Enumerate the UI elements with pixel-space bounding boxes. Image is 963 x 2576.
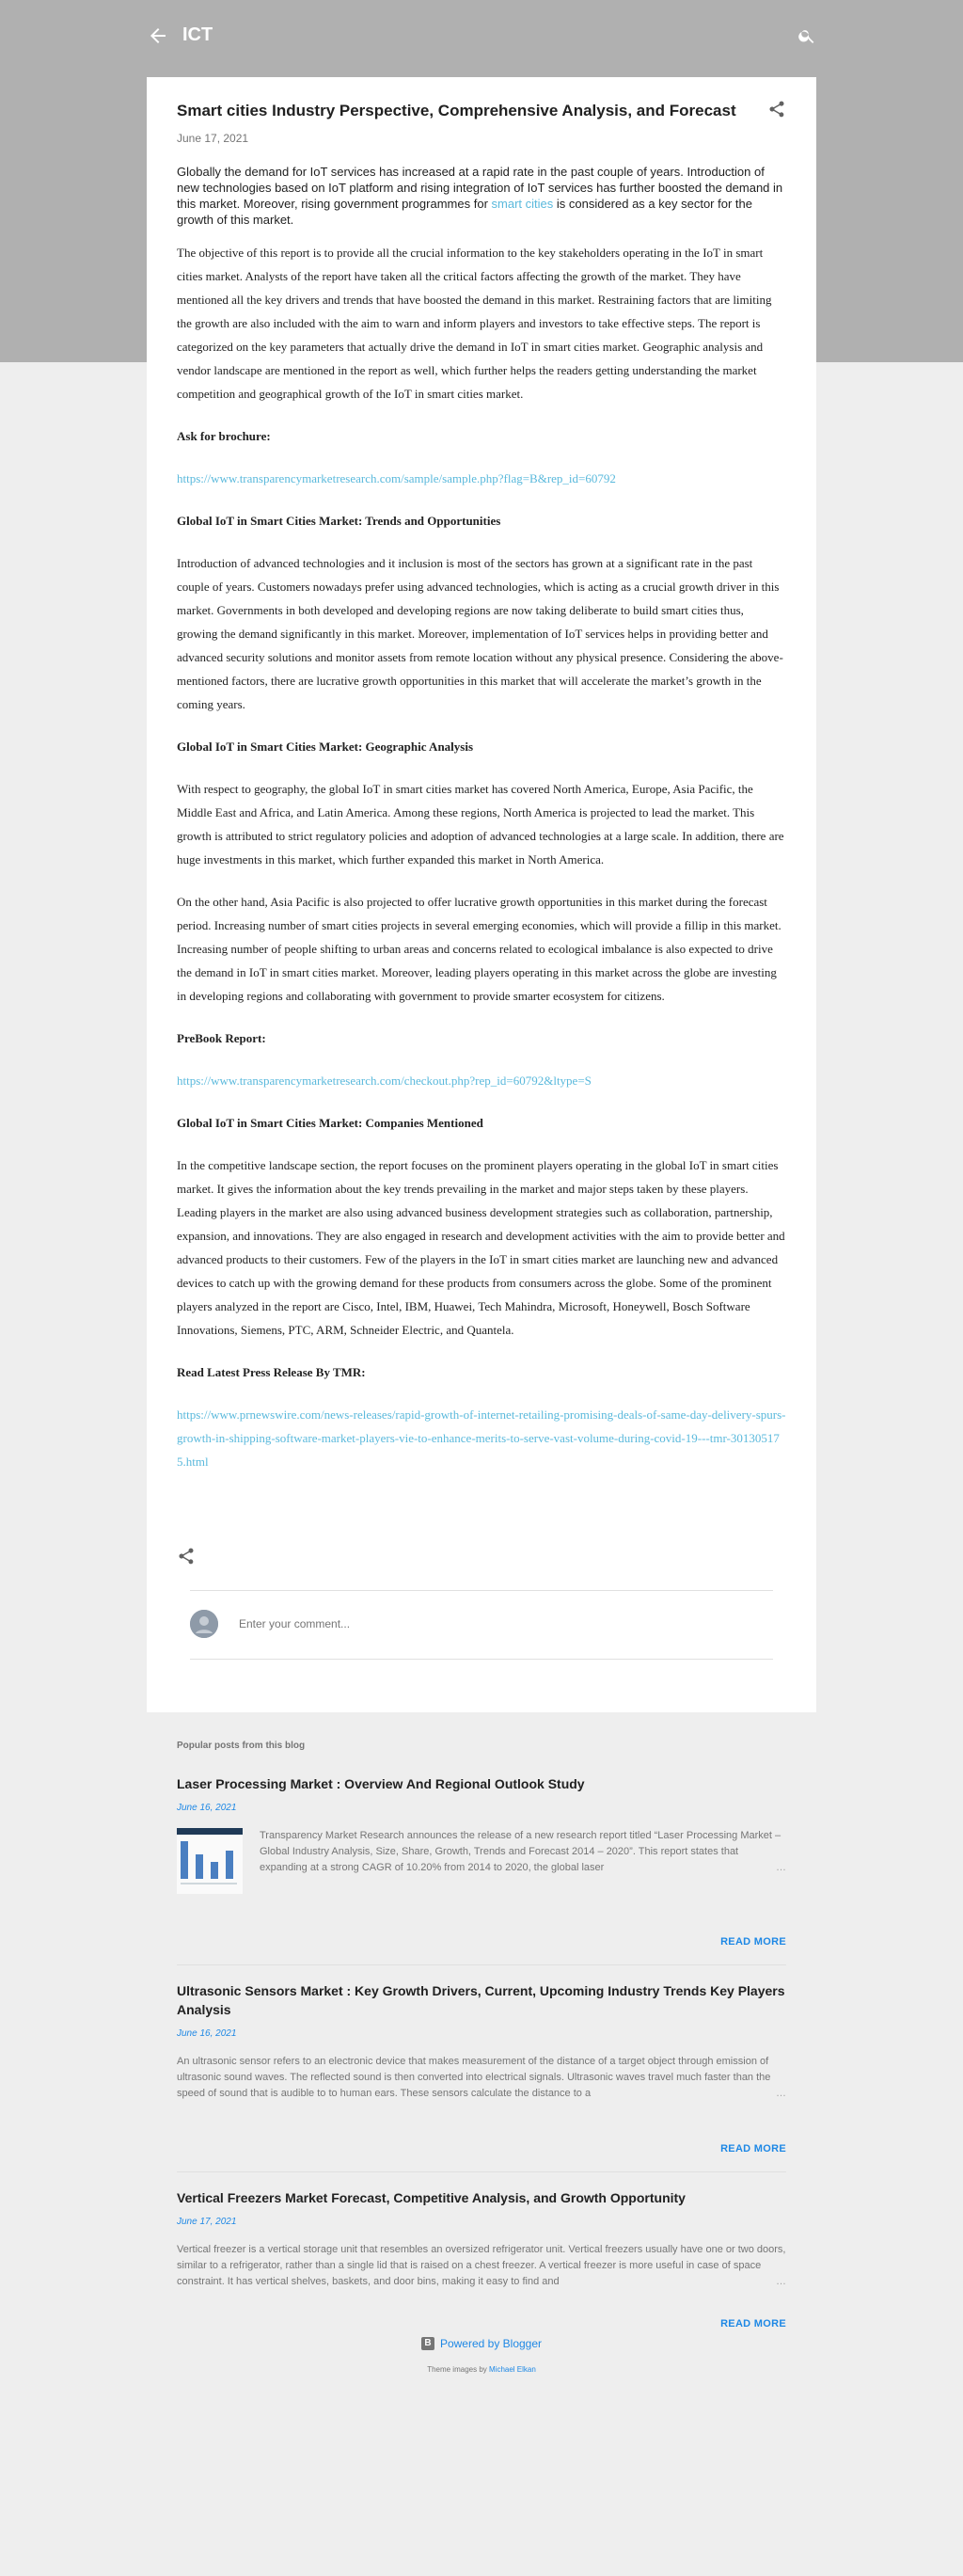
popular-post-date: June 16, 2021 bbox=[177, 2028, 237, 2039]
popular-post-snippet bbox=[177, 2242, 786, 2290]
footer bbox=[0, 2333, 963, 2374]
powered-by-blogger-link[interactable] bbox=[421, 2337, 542, 2350]
snippet-ellipsis: … bbox=[768, 2086, 786, 2102]
blogger-logo-icon: B bbox=[421, 2337, 434, 2350]
objective-paragraph: The objective of this report is to provide all the crucial information to the key stakeholders operating in the IoT in smart cities market. Analysts of the report have taken all the critical factors affecting the growth of the market. They have mentioned all the key drivers and trends that have boosted the demand in this market. Restraining factors that are limiting the growth are also included with the aim to warn and inform players and investors to take effective steps. The report is categorized on the key parameters that actually drive the demand in IoT in smart cities market. Geographic analysis and vendor landscape are mentioned in the report as well, which further helps the readers getting understanding the market competition and geographical growth of the IoT in smart cities market. bbox=[177, 246, 772, 401]
post-date: June 17, 2021 bbox=[177, 132, 249, 145]
brochure-heading: Ask for brochure: bbox=[177, 429, 271, 443]
popular-post-date: June 17, 2021 bbox=[177, 2217, 237, 2227]
post-title: Smart cities Industry Perspective, Comprehensive Analysis, and Forecast bbox=[177, 102, 736, 119]
popular-post-snippet bbox=[177, 2054, 786, 2102]
intro-text-before: Globally the demand for IoT services has increased at a rapid rate in the past couple of years. Introduction of new technologies based on IoT platform and rising integration of IoT services has further boosted the demand in this market. Moreover, rising government programmes for bbox=[177, 165, 783, 211]
prebook-heading: PreBook Report: bbox=[177, 1031, 266, 1045]
brochure-link[interactable]: https://www.transparencymarketresearch.com/sample/sample.php?flag=B&rep_id=60792 bbox=[177, 471, 616, 485]
back-arrow-icon[interactable] bbox=[147, 24, 169, 47]
post-thumbnail[interactable] bbox=[177, 1828, 243, 1894]
companies-paragraph: In the competitive landscape section, the report focuses on the prominent players operating in the global IoT in smart cities market. It gives the information about the key trends prevailing in the market and major steps taken by these players. Leading players in the market are also using advanced business development strategies such as collaboration, partnership, expansion, and innovations. They are also engaged in research and development activities with the aim to provide better and advanced products to their customers. Few of the players in the IoT in smart cities market are launching new and advanced devices to catch up with the growing demand for these products from consumers across the globe. Some of the prominent players analyzed in the report are Cisco, Intel, IBM, Huawei, Tech Mahindra, Microsoft, Honeywell, Bosch Software Innovations, Siemens, PTC, ARM, Schneider Electric, and Quantela. bbox=[177, 1158, 785, 1337]
smart-cities-link[interactable]: smart cities bbox=[491, 197, 554, 211]
popular-post-title[interactable]: Vertical Freezers Market Forecast, Competitive Analysis, and Growth Opportunity bbox=[177, 2190, 686, 2205]
popular-post-title[interactable]: Laser Processing Market : Overview And Regional Outlook Study bbox=[177, 1776, 585, 1791]
divider bbox=[177, 1964, 786, 1965]
companies-heading: Global IoT in Smart Cities Market: Companies Mentioned bbox=[177, 1116, 483, 1130]
intro-text-after: is considered as a key sector for the growth of this market. bbox=[177, 197, 752, 227]
trends-heading: Global IoT in Smart Cities Market: Trends and Opportunities bbox=[177, 514, 501, 528]
popular-post-item bbox=[177, 2188, 786, 2330]
popular-post-snippet bbox=[260, 1828, 786, 1876]
divider bbox=[177, 2171, 786, 2172]
geography-paragraph-1: With respect to geography, the global IoT in smart cities market has covered North America, Europe, Asia Pacific, the Middle East and Africa, and Latin America. Among these regions, North America is projected to lead the market. This growth is attributed to strict regulatory policies and adoption of advanced technologies at a large scale. In addition, there are huge investments in this market, which further expanded this market in North America. bbox=[177, 782, 784, 867]
read-more-button[interactable]: READ MORE bbox=[720, 2143, 786, 2155]
theme-credit-prefix: Theme images by bbox=[427, 2365, 489, 2374]
popular-post-item bbox=[177, 1981, 786, 2155]
popular-post-snippet-text: Transparency Market Research announces the release of a new research report titled “Laser Processing Market – Global Industry Analysis, Size, Share, Growth, Trends and Forecast 2014 – 2020”. This report states that expanding at a strong CAGR of 10.20% from 2014 to 2020, the global laser bbox=[260, 1830, 781, 1873]
trends-paragraph: Introduction of advanced technologies and it inclusion is most of the sectors has grown at a significant rate in the past couple of years. Customers nowadays prefer using advanced technologies, which is acting as a crucial growth driver in this market. Governments in both developed and developing regions are now taking deliberate to build smart cities thus, growing the demand significantly in this market. Moreover, implementation of IoT services helps in providing better and advanced security solutions and monitor assets from remote location without any physical presence. Considering the above-mentioned factors, there are lucrative growth opportunities in this market that will accelerate the market’s growth in the coming years. bbox=[177, 556, 783, 711]
post-card bbox=[147, 77, 816, 1712]
popular-post-snippet-text: An ultrasonic sensor refers to an electronic device that makes measurement of the distance of a target object through emission of ultrasonic sound waves. The reflected sound is then converted into electrical signals. Ultrasonic waves travel much faster than the speed of sound that is audible to to human ears. These sensors calculate the distance to a bbox=[177, 2056, 771, 2099]
user-avatar-icon bbox=[190, 1610, 218, 1638]
read-more-button[interactable]: READ MORE bbox=[720, 2318, 786, 2330]
prebook-link[interactable]: https://www.transparencymarketresearch.com/checkout.php?rep_id=60792&ltype=S bbox=[177, 1073, 592, 1088]
press-release-link[interactable]: https://www.prnewswire.com/news-releases/rapid-growth-of-internet-retailing-promising-deals-of-same-day-delivery-spurs-growth-in-shipping-software-market-players-vie-to-enhance-merits-to-serve-vast-volume-during-covid-19---tmr-301305175.html bbox=[177, 1407, 786, 1469]
press-release-heading: Read Latest Press Release By TMR: bbox=[177, 1365, 366, 1379]
comment-input[interactable] bbox=[237, 1616, 617, 1631]
theme-author-link[interactable]: Michael Elkan bbox=[489, 2365, 536, 2374]
snippet-ellipsis: … bbox=[768, 1860, 786, 1876]
read-more-button[interactable]: READ MORE bbox=[720, 1936, 786, 1948]
theme-credit bbox=[0, 2365, 963, 2374]
geography-paragraph-2: On the other hand, Asia Pacific is also projected to offer lucrative growth opportunities in this market during the forecast period. Increasing number of smart cities projects in several emerging economies, which will provide a fillip in this market. Increasing number of people shifting to urban areas and concerns related to ecological imbalance is also expected to drive the demand in IoT in smart cities market. Moreover, leading players operating in this market across the globe are investing in developing regions and collaborating with government to provide smarter ecosystem for citizens. bbox=[177, 895, 781, 1003]
powered-by-label: Powered by Blogger bbox=[439, 2336, 543, 2350]
top-app-bar bbox=[147, 21, 816, 51]
comment-box bbox=[190, 1590, 773, 1660]
share-icon[interactable] bbox=[177, 1547, 196, 1566]
share-icon[interactable] bbox=[767, 100, 786, 119]
blog-title[interactable]: ICT bbox=[182, 24, 213, 45]
search-icon[interactable] bbox=[797, 26, 816, 45]
popular-post-date: June 16, 2021 bbox=[177, 1803, 237, 1813]
popular-post-title[interactable]: Ultrasonic Sensors Market : Key Growth Drivers, Current, Upcoming Industry Trends Key Players Analysis bbox=[177, 1983, 785, 2017]
popular-post-snippet-text: Vertical freezer is a vertical storage unit that resembles an oversized refrigerator unit. Vertical freezers usually have one or two doors, similar to a refrigerator, rather than a single lid that is raised on a chest freezer. A vertical freezer is more useful in case of space constraint. It has vertical shelves, baskets, and door bins, making it easy to find and bbox=[177, 2244, 786, 2287]
snippet-ellipsis: … bbox=[768, 2274, 786, 2290]
intro-paragraph bbox=[177, 164, 786, 228]
geography-heading: Global IoT in Smart Cities Market: Geographic Analysis bbox=[177, 739, 474, 754]
post-body bbox=[177, 164, 786, 1492]
popular-posts-heading: Popular posts from this blog bbox=[177, 1741, 306, 1751]
popular-post-item bbox=[177, 1774, 786, 1948]
